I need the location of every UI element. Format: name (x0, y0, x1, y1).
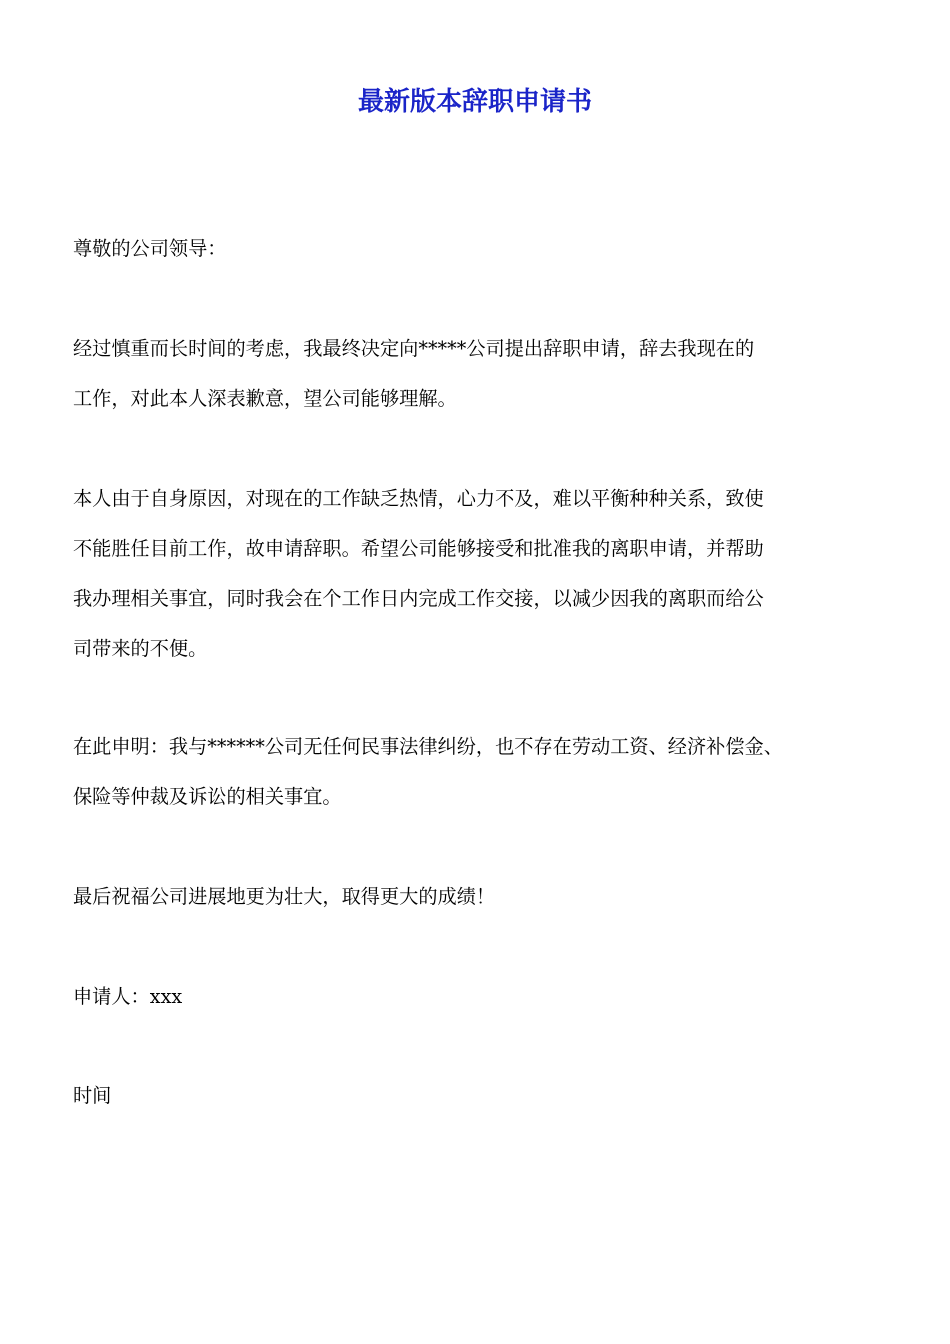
paragraph-line: 经过慎重而长时间的考虑，我最终决定向*****公司提出辞职申请，辞去我现在的 (73, 337, 755, 360)
closing-wishes: 最后祝福公司进展地更为壮大，取得更大的成绩！ (73, 885, 496, 908)
paragraph-line: 保险等仲裁及诉讼的相关事宜。 (73, 785, 342, 808)
paragraph-line: 不能胜任目前工作，故申请辞职。希望公司能够接受和批准我的离职申请，并帮助 (73, 537, 764, 560)
paragraph-line: 本人由于自身原因，对现在的工作缺乏热情，心力不及，难以平衡种种关系，致使 (73, 487, 764, 510)
paragraph-line: 我办理相关事宜，同时我会在个工作日内完成工作交接，以减少因我的离职而给公 (73, 587, 764, 610)
applicant-signature: 申请人：xxx (73, 985, 183, 1008)
paragraph-line: 司带来的不便。 (73, 637, 208, 660)
salutation: 尊敬的公司领导： (73, 237, 227, 260)
paragraph-statement (73, 722, 893, 822)
date-label: 时间 (73, 1084, 112, 1107)
paragraph-reason (73, 474, 893, 674)
paragraph-line: 在此申明：我与******公司无任何民事法律纠纷，也不存在劳动工资、经济补偿金、 (73, 735, 783, 758)
paragraph-line: 工作，对此本人深表歉意，望公司能够理解。 (73, 387, 457, 410)
paragraph-intent (73, 324, 893, 424)
document-title: 最新版本辞职申请书 (357, 87, 592, 117)
